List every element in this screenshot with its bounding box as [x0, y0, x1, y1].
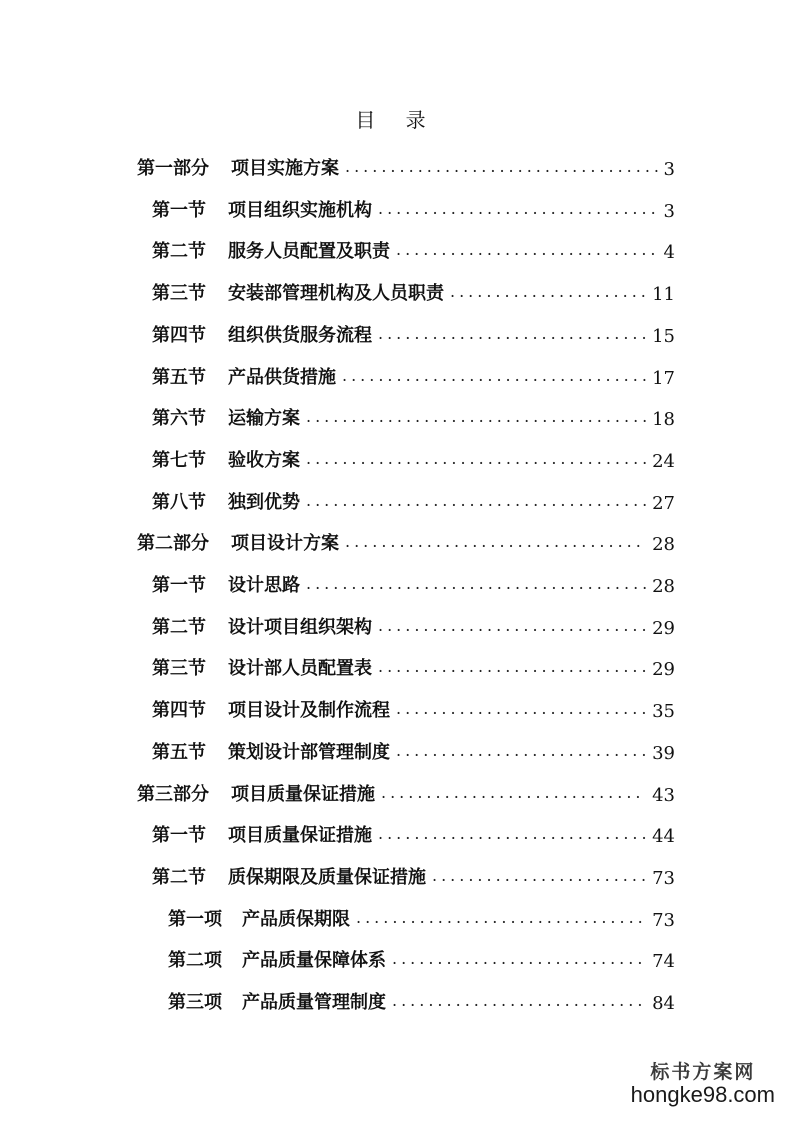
- toc-entry-label: 第三节: [152, 658, 206, 679]
- toc-entry-title: 产品质量管理制度: [242, 992, 386, 1013]
- toc-entry[interactable]: [152, 277, 675, 305]
- toc-entry-page-number: 29: [652, 659, 675, 680]
- toc-entry[interactable]: [152, 819, 675, 847]
- toc-entry-page-number: 73: [652, 910, 675, 931]
- toc-entry-page-number: 44: [652, 826, 675, 847]
- toc-entry[interactable]: [152, 361, 675, 389]
- toc-entry-title: 设计思路: [228, 575, 300, 596]
- toc-entry[interactable]: [152, 444, 675, 472]
- toc-entry[interactable]: [152, 611, 675, 639]
- dot-leader: [306, 451, 646, 467]
- toc-entry-label: 第二部分: [137, 533, 209, 554]
- toc-entry[interactable]: [152, 694, 675, 722]
- dot-leader: [356, 910, 646, 926]
- toc-entry-label: 第五节: [152, 367, 206, 388]
- toc-entry[interactable]: [137, 152, 675, 180]
- toc-entry-title: 服务人员配置及职责: [228, 241, 390, 262]
- toc-entry-title: 项目设计及制作流程: [228, 700, 390, 721]
- dot-leader: [392, 993, 646, 1009]
- toc-entry-title: 项目设计方案: [231, 533, 339, 554]
- dot-leader: [432, 868, 646, 884]
- dot-leader: [378, 201, 658, 217]
- toc-entry-page-number: 29: [652, 618, 675, 639]
- toc-entry-label: 第一项: [168, 909, 222, 930]
- toc-entry-title: 产品质保期限: [242, 909, 350, 930]
- toc-entry-page-number: 3: [663, 201, 675, 222]
- dot-leader: [396, 701, 646, 717]
- toc-entry-title: 安装部管理机构及人员职责: [228, 283, 444, 304]
- toc-entry-title: 运输方案: [228, 408, 300, 429]
- toc-entry-title: 设计项目组织架构: [228, 617, 372, 638]
- toc-entry[interactable]: [168, 986, 675, 1014]
- toc-entry-page-number: 39: [652, 743, 675, 764]
- dot-leader: [306, 409, 646, 425]
- toc-entry-label: 第四节: [152, 325, 206, 346]
- toc-entry-label: 第二节: [152, 617, 206, 638]
- toc-entry-title: 独到优势: [228, 492, 300, 513]
- toc-entry-title: 设计部人员配置表: [228, 658, 372, 679]
- toc-entry-page-number: 74: [652, 951, 675, 972]
- toc-entry-page-number: 18: [652, 409, 675, 430]
- toc-entry-title: 产品质量保障体系: [242, 950, 386, 971]
- watermark-domain: hongke98.com: [630, 1082, 775, 1107]
- dot-leader: [450, 284, 646, 300]
- toc-entry[interactable]: [168, 903, 675, 931]
- toc-entry-label: 第一节: [152, 825, 206, 846]
- toc-entry-title: 项目实施方案: [231, 158, 339, 179]
- toc-entry[interactable]: [152, 319, 675, 347]
- toc-entry[interactable]: [152, 194, 675, 222]
- toc-entry-title: 产品供货措施: [228, 367, 336, 388]
- dot-leader: [306, 493, 646, 509]
- toc-entry-page-number: 3: [663, 159, 675, 180]
- toc-entry-title: 项目质量保证措施: [228, 825, 372, 846]
- toc-entry[interactable]: [152, 486, 675, 514]
- toc-entry-label: 第一节: [152, 200, 206, 221]
- dot-leader: [345, 159, 658, 175]
- toc-entry-label: 第三项: [168, 992, 222, 1013]
- toc-entry-page-number: 27: [652, 493, 675, 514]
- dot-leader: [378, 326, 646, 342]
- toc-entry-page-number: 11: [652, 284, 675, 305]
- toc-entry-label: 第二节: [152, 867, 206, 888]
- toc-entry-page-number: 84: [652, 993, 675, 1014]
- dot-leader: [392, 951, 646, 967]
- toc-entry-title: 质保期限及质量保证措施: [228, 867, 426, 888]
- toc-entry-label: 第八节: [152, 492, 206, 513]
- toc-entry[interactable]: [152, 652, 675, 680]
- toc-entry[interactable]: [137, 527, 675, 555]
- toc-entry-label: 第一节: [152, 575, 206, 596]
- toc-entry-page-number: 4: [663, 242, 675, 263]
- toc-entry-label: 第二项: [168, 950, 222, 971]
- toc-entry-page-number: 17: [652, 368, 675, 389]
- dot-leader: [378, 659, 646, 675]
- toc-entry[interactable]: [152, 861, 675, 889]
- dot-leader: [378, 618, 646, 634]
- toc-entry-page-number: 15: [652, 326, 675, 347]
- dot-leader: [396, 242, 658, 258]
- dot-leader: [345, 534, 646, 550]
- toc-entry-page-number: 35: [652, 701, 675, 722]
- dot-leader: [342, 368, 646, 384]
- toc-entry-label: 第三部分: [137, 784, 209, 805]
- toc-entry-page-number: 28: [652, 576, 675, 597]
- toc-entry-title: 组织供货服务流程: [228, 325, 372, 346]
- watermark-cn-text: 标书方案网: [650, 1061, 756, 1083]
- toc-entry[interactable]: [137, 778, 675, 806]
- toc-entry[interactable]: [152, 736, 675, 764]
- toc-entry[interactable]: [168, 944, 675, 972]
- toc-entry-label: 第七节: [152, 450, 206, 471]
- toc-entry-page-number: 43: [652, 785, 675, 806]
- toc-entry[interactable]: [152, 569, 675, 597]
- toc-entry[interactable]: [152, 235, 675, 263]
- dot-leader: [378, 826, 646, 842]
- dot-leader: [396, 743, 646, 759]
- toc-entry-title: 策划设计部管理制度: [228, 742, 390, 763]
- toc-entry-page-number: 24: [652, 451, 675, 472]
- toc-entry-page-number: 73: [652, 868, 675, 889]
- toc-entry-label: 第二节: [152, 241, 206, 262]
- toc-entry-title: 项目质量保证措施: [231, 784, 375, 805]
- dot-leader: [381, 785, 646, 801]
- toc-entry-label: 第四节: [152, 700, 206, 721]
- toc-entry-page-number: 28: [652, 534, 675, 555]
- dot-leader: [306, 576, 646, 592]
- page-title: 目 录: [355, 108, 438, 132]
- toc-entry-label: 第六节: [152, 408, 206, 429]
- toc-entry-label: 第一部分: [137, 158, 209, 179]
- watermark: [631, 1057, 775, 1108]
- toc-entry[interactable]: [152, 402, 675, 430]
- toc-entry-title: 项目组织实施机构: [228, 200, 372, 221]
- toc-entry-label: 第五节: [152, 742, 206, 763]
- toc-entry-title: 验收方案: [228, 450, 300, 471]
- toc-entry-label: 第三节: [152, 283, 206, 304]
